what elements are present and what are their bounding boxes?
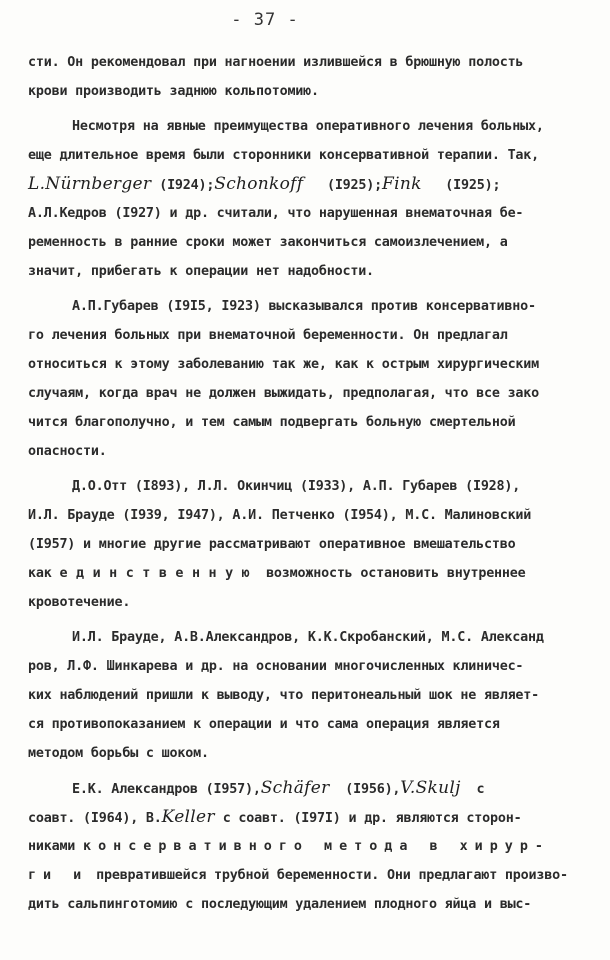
text-line-with-handwriting: [28, 803, 588, 832]
text-line: сти. Он рекомендовал при нагноении излившейся в брюшную полость: [28, 55, 524, 70]
text-line: Несмотря на явные преимущества оперативного лечения больных,: [72, 119, 544, 134]
spaced-emphasis-word: ги и: [28, 868, 89, 883]
spaced-emphasis-word: единственную: [59, 566, 259, 581]
text-line: дить сальпинготомию с последующим удалением плодного яйца и выс-: [28, 897, 532, 912]
text-line-with-spaced-word: [28, 861, 588, 890]
text-fragment: превратившейся трубной беременности. Они предлагают произво-: [88, 868, 568, 883]
document-body: [28, 48, 588, 919]
text-fragment: возможность остановить внутреннее: [258, 566, 526, 581]
text-line: кровотечение.: [28, 595, 131, 610]
text-line: значит, прибегать к операции нет надобности.: [28, 264, 374, 279]
text-line: крови производить заднюю кольпотомию.: [28, 84, 319, 99]
text-fragment: Е.К. Александров (I957),: [72, 782, 261, 797]
text-line: А.Л.Кедров (I927) и др. считали, что нарушенная внематочная бе-: [28, 206, 524, 221]
spaced-emphasis-phrase: консервативного метода в хирур-: [83, 839, 550, 854]
text-line: чится благополучно, и тем самым подвергать больную смертельной: [28, 415, 516, 430]
text-fragment: соавт. (I964), В.: [28, 811, 162, 826]
paragraph-4: [28, 472, 588, 617]
text-line: го лечения больных при внематочной беременности. Он предлагал: [28, 328, 508, 343]
paragraph-1: [28, 48, 588, 106]
text-fragment: как: [28, 566, 60, 581]
text-line: еще длительное время были сторонники консервативной терапии. Так,: [28, 148, 540, 163]
paragraph-3: [28, 292, 588, 466]
text-fragment: (I924);: [151, 178, 215, 193]
text-line-with-spaced-phrase: [28, 832, 588, 861]
text-line-with-spaced-word: [28, 559, 588, 588]
paragraph-5: [28, 623, 588, 768]
text-line-with-handwriting: [28, 774, 588, 803]
text-fragment: (I956),: [329, 782, 401, 797]
handwritten-author-name: Fink: [382, 174, 422, 194]
text-line: И.Л. Брауде, А.В.Александров, К.К.Скробанский, М.С. Александ: [72, 630, 544, 645]
text-line: Д.О.Отт (I893), Л.Л. Окинчиц (I933), А.П. Губарев (I928),: [72, 479, 521, 494]
text-line: опасности.: [28, 444, 107, 459]
text-fragment: никами: [28, 839, 84, 854]
paragraph-6: [28, 774, 588, 919]
text-fragment: (I925);: [303, 178, 382, 193]
text-line: ременность в ранние сроки может закончиться самоизлечением, а: [28, 235, 508, 250]
handwritten-author-name: V.Skulj: [400, 778, 461, 798]
text-line-with-handwriting: [28, 170, 588, 199]
page-number: - 37 -: [231, 10, 299, 30]
handwritten-author-name: Schonkoff: [214, 174, 304, 194]
text-line: А.П.Губарев (I9I5, I923) высказывался против консервативно-: [72, 299, 536, 314]
text-line: (I957) и многие другие рассматривают оперативное вмешательство: [28, 537, 516, 552]
paragraph-2: [28, 112, 588, 286]
text-line: методом борьбы с шоком.: [28, 746, 209, 761]
text-line: ров, Л.Ф. Шинкарева и др. на основании многочисленных клиничес-: [28, 659, 524, 674]
text-line: ся противопоказанием к операции и что сама операция является: [28, 717, 500, 732]
text-line: относиться к этому заболеванию так же, как к острым хирургическим: [28, 357, 540, 372]
text-fragment: (I925);: [421, 178, 501, 193]
handwritten-author-name: Schäfer: [260, 778, 330, 798]
handwritten-author-name: L.Nürnberger: [28, 174, 152, 194]
text-line: И.Л. Брауде (I939, I947), А.И. Петченко (I954), М.С. Малиновский: [28, 508, 532, 523]
handwritten-author-name: Keller: [161, 807, 215, 827]
text-fragment: с: [460, 782, 485, 797]
text-fragment: с соавт. (I97I) и др. являются сторон-: [214, 811, 522, 826]
text-line: случаям, когда врач не должен выжидать, предполагая, что все зако: [28, 386, 540, 401]
text-line: ких наблюдений пришли к выводу, что перитонеальный шок не являет-: [28, 688, 540, 703]
